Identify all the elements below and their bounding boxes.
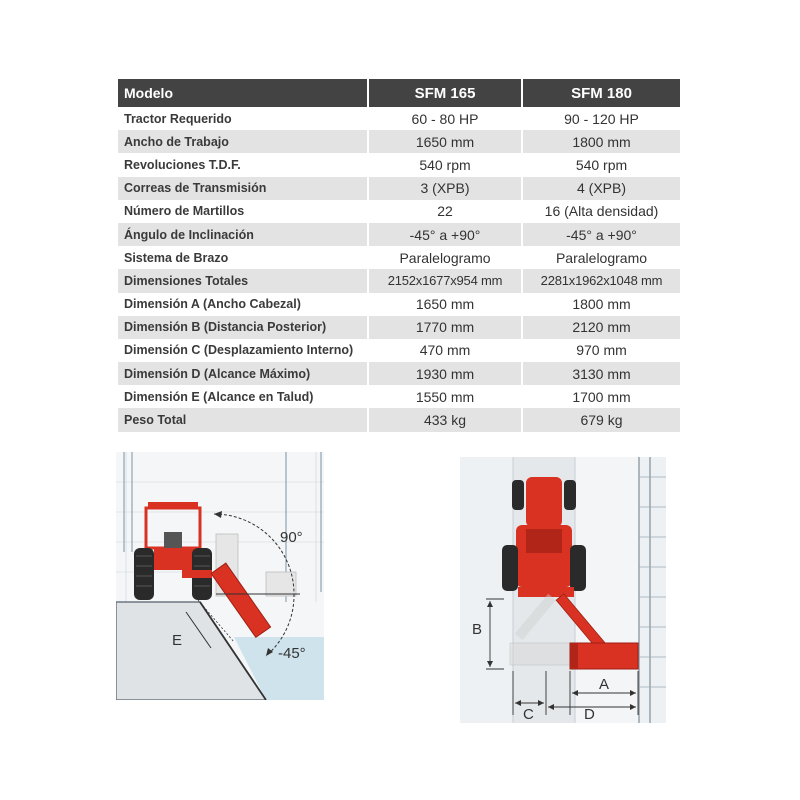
cell-sfm165: -45° a +90° (368, 223, 522, 246)
table-row (118, 130, 680, 153)
table-row (118, 339, 680, 362)
cell-sfm180: 3130 mm (522, 362, 680, 385)
header-sfm180: SFM 180 (522, 79, 680, 107)
cell-sfm165: 470 mm (368, 339, 522, 362)
spec-table (118, 79, 680, 432)
cell-sfm165: 60 - 80 HP (368, 107, 522, 130)
cell-sfm180: -45° a +90° (522, 223, 680, 246)
row-label: Dimensión A (Ancho Cabezal) (118, 293, 368, 316)
side-view-diagram (116, 452, 324, 700)
header-modelo: Modelo (118, 79, 368, 107)
cell-sfm180: 2281x1962x1048 mm (522, 269, 680, 292)
cell-sfm180: 540 rpm (522, 153, 680, 176)
cell-sfm165: 2152x1677x954 mm (368, 269, 522, 292)
cell-sfm165: 1550 mm (368, 385, 522, 408)
table-row (118, 153, 680, 176)
cell-sfm180: 679 kg (522, 408, 680, 431)
table-row (118, 223, 680, 246)
cell-sfm165: 1650 mm (368, 293, 522, 316)
row-label: Dimensión B (Distancia Posterior) (118, 316, 368, 339)
cell-sfm165: 3 (XPB) (368, 177, 522, 200)
dim-e-label: E (172, 632, 183, 649)
cell-sfm180: 970 mm (522, 339, 680, 362)
cell-sfm165: 22 (368, 200, 522, 223)
row-label: Tractor Requerido (118, 107, 368, 130)
cell-sfm165: 433 kg (368, 408, 522, 431)
row-label: Ángulo de Inclinación (118, 223, 368, 246)
row-label: Dimensión E (Alcance en Talud) (118, 385, 368, 408)
cell-sfm180: 16 (Alta densidad) (522, 200, 680, 223)
table-row (118, 246, 680, 269)
cell-sfm180: 4 (XPB) (522, 177, 680, 200)
row-label: Ancho de Trabajo (118, 130, 368, 153)
table-row (118, 107, 680, 130)
cell-sfm180: 90 - 120 HP (522, 107, 680, 130)
table-row (118, 293, 680, 316)
row-label: Correas de Transmisión (118, 177, 368, 200)
row-label: Peso Total (118, 408, 368, 431)
row-label: Dimensión D (Alcance Máximo) (118, 362, 368, 385)
cell-sfm165: 1930 mm (368, 362, 522, 385)
dim-c-label: C (523, 706, 534, 723)
table-header-row (118, 79, 680, 107)
table-row (118, 385, 680, 408)
row-label: Revoluciones T.D.F. (118, 153, 368, 176)
table-row (118, 362, 680, 385)
cell-sfm180: 2120 mm (522, 316, 680, 339)
header-sfm165: SFM 165 (368, 79, 522, 107)
top-view-diagram (460, 457, 666, 723)
cell-sfm180: 1800 mm (522, 293, 680, 316)
cell-sfm180: 1700 mm (522, 385, 680, 408)
table-row (118, 408, 680, 431)
dim-b-label: B (472, 621, 483, 638)
cell-sfm165: 1770 mm (368, 316, 522, 339)
row-label: Sistema de Brazo (118, 246, 368, 269)
table-row (118, 316, 680, 339)
angle-down-label: -45° (278, 645, 306, 662)
dim-a-label: A (599, 676, 610, 693)
dim-d-label: D (584, 706, 595, 723)
cell-sfm180: 1800 mm (522, 130, 680, 153)
table-row (118, 269, 680, 292)
table-row (118, 177, 680, 200)
row-label: Número de Martillos (118, 200, 368, 223)
cell-sfm165: 1650 mm (368, 130, 522, 153)
table-row (118, 200, 680, 223)
cell-sfm165: Paralelogramo (368, 246, 522, 269)
row-label: Dimensión C (Desplazamiento Interno) (118, 339, 368, 362)
angle-up-label: 90° (280, 529, 303, 546)
cell-sfm165: 540 rpm (368, 153, 522, 176)
row-label: Dimensiones Totales (118, 269, 368, 292)
cell-sfm180: Paralelogramo (522, 246, 680, 269)
